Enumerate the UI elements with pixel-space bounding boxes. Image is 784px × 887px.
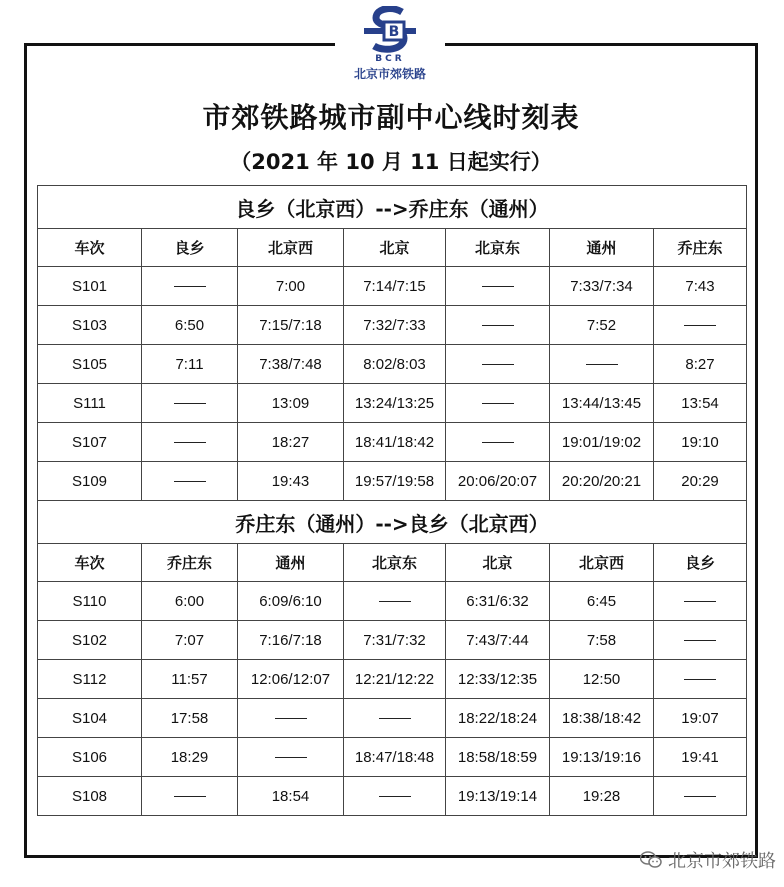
time-cell: 13:24/13:25 bbox=[344, 384, 446, 423]
time-cell: 7:14/7:15 bbox=[344, 267, 446, 306]
no-stop-dash bbox=[684, 325, 716, 326]
train-number-cell: S102 bbox=[38, 621, 142, 660]
time-cell: 7:31/7:32 bbox=[344, 621, 446, 660]
time-cell: 6:31/6:32 bbox=[446, 582, 550, 621]
time-cell: 19:01/19:02 bbox=[550, 423, 654, 462]
bcr-logo bbox=[335, 6, 445, 92]
time-cell: 12:21/12:22 bbox=[344, 660, 446, 699]
time-cell: 12:06/12:07 bbox=[238, 660, 344, 699]
time-cell: 19:43 bbox=[238, 462, 344, 501]
time-cell: 11:57 bbox=[142, 660, 238, 699]
column-header: 北京东 bbox=[446, 229, 550, 267]
column-header: 北京东 bbox=[344, 544, 446, 582]
table-row bbox=[38, 777, 747, 816]
direction-row bbox=[38, 501, 747, 544]
time-cell: 18:41/18:42 bbox=[344, 423, 446, 462]
table-row bbox=[38, 384, 747, 423]
no-stop-dash bbox=[482, 325, 514, 326]
time-cell: 19:28 bbox=[550, 777, 654, 816]
table-row bbox=[38, 345, 747, 384]
svg-text:B: B bbox=[388, 24, 400, 40]
time-cell: 7:16/7:18 bbox=[238, 621, 344, 660]
effective-date: （2021 年 10 月 11 日起实行） bbox=[230, 150, 552, 174]
time-cell: 18:58/18:59 bbox=[446, 738, 550, 777]
no-stop-dash bbox=[684, 640, 716, 641]
no-stop-cell bbox=[446, 345, 550, 384]
time-cell: 13:54 bbox=[654, 384, 747, 423]
table-row bbox=[38, 267, 747, 306]
column-header: 通州 bbox=[550, 229, 654, 267]
train-number-cell: S104 bbox=[38, 699, 142, 738]
train-number-cell: S112 bbox=[38, 660, 142, 699]
no-stop-cell bbox=[446, 306, 550, 345]
no-stop-dash bbox=[174, 286, 206, 287]
logo-abbreviation: BCR bbox=[375, 54, 405, 64]
no-stop-cell bbox=[654, 621, 747, 660]
no-stop-cell bbox=[446, 384, 550, 423]
no-stop-cell bbox=[238, 699, 344, 738]
no-stop-dash bbox=[586, 364, 618, 365]
time-cell: 7:07 bbox=[142, 621, 238, 660]
no-stop-dash bbox=[174, 442, 206, 443]
train-number-cell: S103 bbox=[38, 306, 142, 345]
time-cell: 12:50 bbox=[550, 660, 654, 699]
time-cell: 18:54 bbox=[238, 777, 344, 816]
watermark bbox=[640, 847, 776, 873]
column-header: 良乡 bbox=[142, 229, 238, 267]
time-cell: 20:06/20:07 bbox=[446, 462, 550, 501]
no-stop-cell bbox=[654, 777, 747, 816]
no-stop-cell bbox=[550, 345, 654, 384]
time-cell: 6:45 bbox=[550, 582, 654, 621]
train-number-cell: S108 bbox=[38, 777, 142, 816]
time-cell: 7:11 bbox=[142, 345, 238, 384]
header-row bbox=[38, 229, 747, 267]
no-stop-dash bbox=[684, 796, 716, 797]
time-cell: 17:58 bbox=[142, 699, 238, 738]
bcr-logo-icon bbox=[362, 6, 418, 56]
time-cell: 6:09/6:10 bbox=[238, 582, 344, 621]
train-number-cell: S111 bbox=[38, 384, 142, 423]
no-stop-cell bbox=[344, 699, 446, 738]
no-stop-dash bbox=[482, 364, 514, 365]
time-cell: 19:10 bbox=[654, 423, 747, 462]
no-stop-cell bbox=[654, 306, 747, 345]
no-stop-dash bbox=[482, 442, 514, 443]
train-number-cell: S109 bbox=[38, 462, 142, 501]
page-title: 市郊铁路城市副中心线时刻表 bbox=[202, 101, 580, 134]
time-cell: 18:22/18:24 bbox=[446, 699, 550, 738]
train-number-cell: S107 bbox=[38, 423, 142, 462]
time-cell: 7:38/7:48 bbox=[238, 345, 344, 384]
time-cell: 13:44/13:45 bbox=[550, 384, 654, 423]
column-header: 通州 bbox=[238, 544, 344, 582]
no-stop-dash bbox=[684, 601, 716, 602]
time-cell: 6:50 bbox=[142, 306, 238, 345]
table-row bbox=[38, 462, 747, 501]
train-number-cell: S101 bbox=[38, 267, 142, 306]
time-cell: 20:20/20:21 bbox=[550, 462, 654, 501]
direction-row bbox=[38, 186, 747, 229]
no-stop-cell bbox=[142, 384, 238, 423]
column-header: 乔庄东 bbox=[654, 229, 747, 267]
no-stop-cell bbox=[344, 582, 446, 621]
time-cell: 18:38/18:42 bbox=[550, 699, 654, 738]
train-number-cell: S110 bbox=[38, 582, 142, 621]
no-stop-dash bbox=[275, 757, 307, 758]
direction-label: 乔庄东（通州）-->良乡（北京西） bbox=[38, 501, 747, 544]
no-stop-cell bbox=[654, 582, 747, 621]
no-stop-dash bbox=[482, 286, 514, 287]
no-stop-dash bbox=[379, 718, 411, 719]
wechat-icon bbox=[640, 851, 662, 869]
no-stop-dash bbox=[379, 796, 411, 797]
no-stop-cell bbox=[654, 660, 747, 699]
no-stop-dash bbox=[275, 718, 307, 719]
table-row bbox=[38, 582, 747, 621]
time-cell: 20:29 bbox=[654, 462, 747, 501]
time-cell: 18:29 bbox=[142, 738, 238, 777]
column-header: 车次 bbox=[38, 229, 142, 267]
column-header: 北京 bbox=[446, 544, 550, 582]
watermark-text: 北京市郊铁路 bbox=[668, 851, 776, 872]
no-stop-cell bbox=[142, 423, 238, 462]
time-cell: 13:09 bbox=[238, 384, 344, 423]
column-header: 北京 bbox=[344, 229, 446, 267]
column-header: 乔庄东 bbox=[142, 544, 238, 582]
train-number-cell: S106 bbox=[38, 738, 142, 777]
column-header: 车次 bbox=[38, 544, 142, 582]
table-row bbox=[38, 699, 747, 738]
time-cell: 19:13/19:16 bbox=[550, 738, 654, 777]
time-cell: 7:33/7:34 bbox=[550, 267, 654, 306]
logo-org-name: 北京市郊铁路 bbox=[353, 67, 426, 81]
table-row bbox=[38, 423, 747, 462]
time-cell: 7:52 bbox=[550, 306, 654, 345]
column-header: 良乡 bbox=[654, 544, 747, 582]
time-cell: 18:47/18:48 bbox=[344, 738, 446, 777]
no-stop-cell bbox=[142, 462, 238, 501]
time-cell: 8:27 bbox=[654, 345, 747, 384]
time-cell: 12:33/12:35 bbox=[446, 660, 550, 699]
column-header: 北京西 bbox=[238, 229, 344, 267]
no-stop-cell bbox=[238, 738, 344, 777]
timetable bbox=[37, 185, 747, 816]
time-cell: 19:57/19:58 bbox=[344, 462, 446, 501]
header-row bbox=[38, 544, 747, 582]
direction-label: 良乡（北京西）-->乔庄东（通州） bbox=[38, 186, 747, 229]
train-number-cell: S105 bbox=[38, 345, 142, 384]
no-stop-dash bbox=[174, 796, 206, 797]
no-stop-dash bbox=[482, 403, 514, 404]
no-stop-dash bbox=[174, 481, 206, 482]
time-cell: 19:07 bbox=[654, 699, 747, 738]
time-cell: 18:27 bbox=[238, 423, 344, 462]
time-cell: 19:41 bbox=[654, 738, 747, 777]
time-cell: 6:00 bbox=[142, 582, 238, 621]
time-cell: 7:43/7:44 bbox=[446, 621, 550, 660]
time-cell: 19:13/19:14 bbox=[446, 777, 550, 816]
no-stop-cell bbox=[142, 267, 238, 306]
no-stop-dash bbox=[379, 601, 411, 602]
no-stop-cell bbox=[344, 777, 446, 816]
no-stop-cell bbox=[446, 267, 550, 306]
time-cell: 7:15/7:18 bbox=[238, 306, 344, 345]
no-stop-cell bbox=[142, 777, 238, 816]
column-header: 北京西 bbox=[550, 544, 654, 582]
time-cell: 7:43 bbox=[654, 267, 747, 306]
table-row bbox=[38, 660, 747, 699]
time-cell: 7:58 bbox=[550, 621, 654, 660]
no-stop-dash bbox=[174, 403, 206, 404]
time-cell: 8:02/8:03 bbox=[344, 345, 446, 384]
table-row bbox=[38, 306, 747, 345]
table-row bbox=[38, 621, 747, 660]
table-row bbox=[38, 738, 747, 777]
time-cell: 7:00 bbox=[238, 267, 344, 306]
no-stop-cell bbox=[446, 423, 550, 462]
no-stop-dash bbox=[684, 679, 716, 680]
time-cell: 7:32/7:33 bbox=[344, 306, 446, 345]
